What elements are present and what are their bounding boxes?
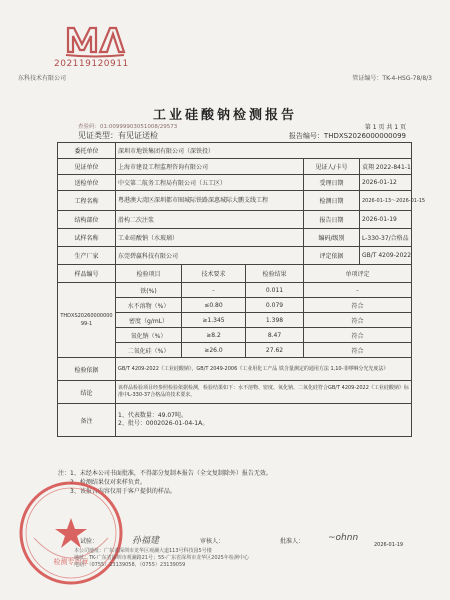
result-item: 水不溶物（%） [116, 298, 182, 313]
notes-line: 2、批号：0002026-01-04-1A。 [118, 420, 209, 427]
result-judgement: 符合 [304, 298, 412, 313]
basis-label: 检验依据 [58, 358, 116, 381]
approver-label: 批准人： [280, 538, 305, 545]
witness-unit-value: 上海市建设工程监理咨询有限公司 [116, 159, 304, 175]
stamp-date: 2026-01-19 [374, 542, 404, 548]
footnote-line: 3、该报告内容仅用于客户提供的样品。 [70, 488, 176, 495]
standard-value: GB/T 4209-2022 [360, 247, 412, 265]
result-requirement: ≥1.345 [182, 313, 246, 328]
notes-line: 1、代表数量：49.07吨。 [118, 412, 187, 419]
part-value: 滑构二次注浆 [116, 211, 304, 229]
results-header-judgement: 单项评定 [304, 265, 412, 283]
result-requirement: - [182, 283, 246, 298]
company-name-small: 东科技术有限公司 [18, 75, 67, 82]
results-header-sample-no: 样品编号 [58, 265, 116, 283]
ma-code: 202119120911 [54, 59, 129, 69]
results-header-result: 检验结果 [246, 265, 304, 283]
result-requirement: ≥8.2 [182, 328, 246, 343]
result-value: 27.62 [246, 343, 304, 358]
sample-name-value: 工业硅酸钠（水玻璃） [116, 229, 304, 247]
footnote-line: 2、检测结果仅对来样负责。 [70, 479, 146, 486]
conclusion-label: 结论 [58, 381, 116, 404]
project-value: 粤港澳大湾区深圳都市圈城际铁路深惠城际大鹏支线工程 [116, 191, 304, 211]
report-title: 工业硅酸钠检测报告 [152, 108, 297, 123]
result-requirement: ≤0.80 [182, 298, 246, 313]
results-header-requirement: 技术要求 [182, 265, 246, 283]
witness-person-label: 见证人/卡号 [304, 159, 360, 175]
approver-signature: ~ohnn [328, 533, 359, 543]
accept-date-value: 2026-01-12 [360, 175, 412, 191]
tester-label: 试验： [80, 538, 99, 545]
bottom-notes [74, 548, 434, 570]
sample-number: THDXS2026000000099-1 [58, 283, 116, 358]
report-number: 报告编号：THDXS2026000000099 [288, 132, 406, 140]
result-judgement: - [304, 283, 412, 298]
conclusion-text: 该样品检验项目经参照检验依据检测，检验结果如下：水不溶物、密度、氧化钠、二氧化硅符合GB/T 4209-2022《工业硅酸钠》标准中L-330-37合格品的技术要求。 [116, 381, 412, 404]
cma-logo [64, 22, 126, 58]
result-value: 1.398 [246, 313, 304, 328]
company-seal [16, 478, 126, 588]
project-label: 工程名称 [58, 191, 116, 211]
tester-signature: 孙福建 [132, 536, 160, 546]
witness-unit-label: 见证单位 [58, 159, 116, 175]
grade-value: L-330-37/合格品 [360, 229, 412, 247]
result-item: 密度（g/mL） [116, 313, 182, 328]
notes-cell [116, 404, 412, 437]
manufacturer-value: 东莞碧赢科技有限公司 [116, 247, 304, 265]
manufacturer-label: 生产厂家 [58, 247, 116, 265]
result-value: 0.079 [246, 298, 304, 313]
page-count: 第 1 页 共 1 页 [364, 124, 406, 131]
report-table [57, 142, 426, 437]
test-date-label: 检测日期 [304, 191, 360, 211]
verification-code: 查验码：01:00999903051008/29573 [78, 124, 178, 130]
submitter-label: 送检单位 [58, 175, 116, 191]
basis-text: GB/T 4209-2022《工业硅酸钠》，GB/T 2049-2006《工业用化工产品 铁含量测定的通用方法 1,10-菲啰啉分光光度法》 [116, 358, 412, 381]
result-item: 二氧化硅（%） [116, 343, 182, 358]
client-label: 委托单位 [58, 143, 116, 159]
report-date-value: 2026-01-19 [360, 211, 412, 229]
test-date-value: 2026-01-13～2026-01-15 [360, 191, 412, 211]
grade-label: 编码/级别 [304, 229, 360, 247]
result-item: 氧化钠（%） [116, 328, 182, 343]
standard-label: 评定依据 [304, 247, 360, 265]
result-value: 0.011 [246, 283, 304, 298]
bottom-line: 地址：TK-广东省深圳市观澜路21号；55-广东省深圳市龙华区2025年检测中心 [74, 555, 249, 562]
bottom-line: 本公司地址：广东省深圳市龙华区观澜大道113号科技园5号楼 [74, 548, 212, 554]
client-value: 深圳市地铁集团有限公司（深铁投） [116, 143, 412, 159]
bottom-line: 电话：（0755）23139058、（0755）23139059 [74, 562, 186, 569]
result-judgement: 符合 [304, 343, 412, 358]
result-judgement: 符合 [304, 328, 412, 343]
result-item: 铁(%) [116, 283, 182, 298]
report-type: 见证类型：有见证送检 [78, 131, 158, 140]
results-header-item: 检验项目 [116, 265, 182, 283]
reviewer-label: 审核人： [200, 538, 225, 545]
report-date-label: 报告日期 [304, 211, 360, 229]
witness-person-value: 袁翔 2022-841-1 [360, 159, 412, 175]
notes-label: 备注 [58, 404, 116, 437]
result-value: 8.47 [246, 328, 304, 343]
document-number: 管证编号：TK-4-HSG-78/8/3 [352, 75, 432, 82]
footnote-line: 注：1、未经本公司书面批准，不得部分复制本报告（全文复制除外）报告无效。 [58, 470, 272, 477]
svg-text:检测专用章: 检测专用章 [53, 558, 89, 566]
sample-name-label: 试样名称 [58, 229, 116, 247]
result-requirement: ≥26.0 [182, 343, 246, 358]
result-judgement: 符合 [304, 313, 412, 328]
accept-date-label: 受理日期 [304, 175, 360, 191]
submitter-value: 中交第二航务工程局有限公司（五工区） [116, 175, 304, 191]
part-label: 结构部位 [58, 211, 116, 229]
